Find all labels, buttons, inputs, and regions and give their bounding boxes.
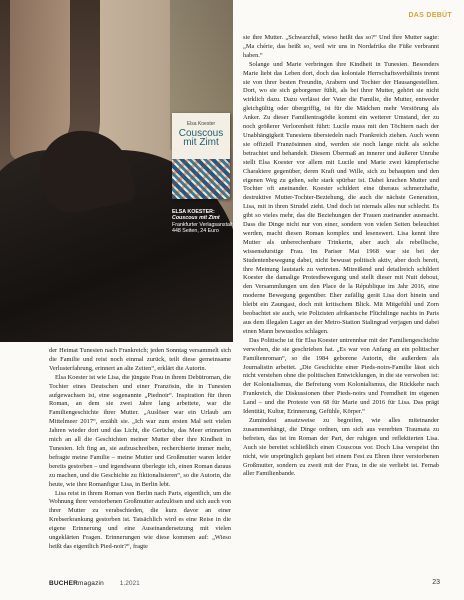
- right-column: [243, 34, 439, 479]
- magazine-brand: [49, 580, 104, 587]
- book-cover: [172, 113, 230, 199]
- page-footer: [49, 580, 440, 587]
- caption-publisher: Frankfurter Verlagsanstalt: [172, 221, 233, 228]
- book-cover-author: Elsa Koester: [186, 121, 216, 127]
- paragraph: Lisa reist in ihrem Roman von Berlin nach Paris, eigentlich, um die Wohnung ihrer verstorbenen Großmutter aufzulösen und sich auch von ihrer Mutter zu verabschieden, die kurz davor an einer Krebserkrankung gestorben ist. Tatsächlich wird es eine Reise in die eigene Erinnerung und eine Auseinandersetzung mit vielen ungeklärten Fragen. Erinnerungen wie diese kommen auf: „Wieso heißt das eigentlich Pied-noir?“, fragte: [49, 489, 231, 550]
- page-number: 23: [432, 579, 440, 586]
- paragraph: der Heimat Tunesien nach Frankreich; jeden Sonntag versammelt sich die Familie und reist noch einmal zurück, teilt diese gemeinsame Verlusterfahrung, erinnert an alte Zeiten“, erklärt die Autorin.: [49, 347, 231, 372]
- caption-title: Couscous mit Zimt: [172, 215, 220, 222]
- caption-author: ELSA KOESTER:: [172, 209, 215, 215]
- author-photo: [0, 0, 233, 342]
- book-cover-title: Couscous mit Zimt: [178, 128, 224, 148]
- paragraph: sie ihre Mutter. „Schwarzfuß, wieso heißt das so?“ Und ihre Mutter sagte: „Ma chérie, das heißt so, weil wir uns in Nordafrika die Füße verbrannt haben.“: [243, 34, 439, 59]
- paragraph: Solange und Marie verbringen ihre Kindheit in Tunesien. Besonders Marie liebt das Leben dort, doch das koloniale Herrschaftsverhältnis trennt sie von ihrer besten Freundin, Arabern und Tochter der Hausangestellten. Dort, wo sie sich geborgener fühlt, als bei ihrer Mutter, gehört sie nicht wirklich dazu. Dazu verlässt der Vater die Familie, die Mutter, entweder gleichgültig oder übergriffig, ist für die Mädchen mehr Verstörung als Anker. Zu dieser Familientragödie kommt ein weiterer Umstand, der zu noch größerer Verlorenheit führt: Lucile muss mit den Töchtern nach der Unabhängigkeit Tunesiens übersiedeln nach Frankreich ziehen. Auch wenn sie offiziell Französinnen sind, werden sie noch lange nicht als solche betrachtet und behandelt. Diesem Übermaß an innerer und äußerer Unruhe stellt Elsa Koester vor allem mit Lucile und Marie zwei kämpferische Charaktere gegenüber, deren Kraft und Wille, sich zu behaupten und den eigenen Weg zu gehen, sehr stark spürbar ist. Dabei krachen Mutter und Tochter oft aneinander. Koester schildert eine überaus schmerzhafte, destruktive Mutter-Tochter-Beziehung, die auch die nächste Generation, Lisa, mit in ihren Strudel zieht. Und doch ist niemals alles nur schlecht. Es gibt so vieles mehr, das die Beziehungen der Frauen zueinander ausmacht. Dass die Dinge nicht nur von einer, sondern von vielen Seiten beleuchtet werden, macht diesen Roman komplex und lesenswert. Lisa kennt ihre Mutter als unberechenbare Trinkerin, aber auch als rebellische, wissensdurstige Frau. Im Pariser Mai 1968 war sie bei der Studentenbewegung dabei, nicht bewusst politisch aktiv, aber doch bereit, ihre Meinung lautstark zu vertreten. Mitreißend und detailreich schildert Koester die damalige Protestbewegung und stellt dieser mit Nuit debout, den Versammlungen um den Place de la République im Jahr 2016, eine moderne Bewegung gegenüber. Eher zufällig gerät Lisa dort hinein und bleibt ein Zaungast, doch mit kritischem Blick. Mit Mitgefühl und Zorn beobachtet sie auch, wie Polizisten afrikanische Flüchtlinge nachts in Paris aus dem illegalen Lager an der Metro-Station Stalingrad verjagen und dabei einen Mann bewusstlos schlagen.: [243, 60, 439, 335]
- brand-suffix: magazin: [78, 580, 104, 587]
- brand-name: BUCHER: [49, 580, 79, 587]
- issue-number: 1.2021: [119, 580, 140, 587]
- paragraph: Das Politische ist für Elsa Koester untrennbar mit der Familiengeschichte verwoben, die sie geschrieben hat. „Es war von Anfang an ein politischer Familienroman“, so die 1984 geborene Autorin, die außerdem als Journalistin arbeitet. „Die Geschichte einer Pieds-noirs-Familie lässt sich nicht verstehen ohne die politischen Entwicklungen, in die sie verwoben ist: der Kolonialismus, die Befreiung vom Kolonialismus, die Rückkehr nach Frankreich, die Diskussionen über Pieds-noirs und Fremdheit im eigenen Land – und die Proteste von 68 für Marie und 2016 für Lisa. Das prägt Identität, Kultur, Erinnerung, Gefühle, Körper.“: [243, 336, 439, 416]
- section-label: DAS DEBÜT: [408, 12, 452, 19]
- book-caption: [172, 209, 233, 234]
- paragraph: Elsa Koester ist wie Lisa, die jüngste Frau in ihrem Debütroman, die Tochter eines Deutschen und einer Französin, die in Tunesien aufgewachsen ist, eine sogenannte „Piednoir“. Inspiration für ihren Roman, an dem sie zwei Jahre lang arbeitete, war die Familiengeschichte ihrer Mutter. „Auslöser war ein Urlaub am Mittelmeer 2017“, erzählt sie. „Ich war zum ersten Mal seit vielen Jahren wieder dort und das Licht, die Gerüche, das Meer erinnerten mich an all die Geschichten meiner Mutter über ihre Kindheit in Tunesien. Ich fing an, sie aufzuschreiben, recherchierte immer mehr, befragte meine Familie – meine Mutter und Großmutter waren leider bereits gestorben – und irgendwann überlegte ich, einen Roman daraus zu machen, und die Geschichte zu fiktionalisieren“, so die Autorin, die heute, wie ihre Romanfigur Lisa, in Berlin lebt.: [49, 373, 231, 488]
- paragraph: Zumindest ansatzweise zu begreifen, wie alles miteinander zusammenhängt, die Dinge ordnen, um sich aus vererbten Traumata zu befreien, das ist im Roman der Part, der ruhigen und reflektierten Lisa. Auch sie bereitet schließlich einen Couscous vor. Doch Lisa verspeist ihn nicht, wie ursprünglich geplant bei einem Fest zu Ehren ihrer verstorbenen Großmutter, sondern zu zweit mit der Frau, in die sie verliebt ist. Fernab aller Familienbande.: [243, 416, 439, 478]
- left-column: [49, 347, 231, 552]
- caption-details: 448 Seiten, 24 Euro: [172, 227, 219, 234]
- book-cover-tile-pattern: [172, 159, 230, 199]
